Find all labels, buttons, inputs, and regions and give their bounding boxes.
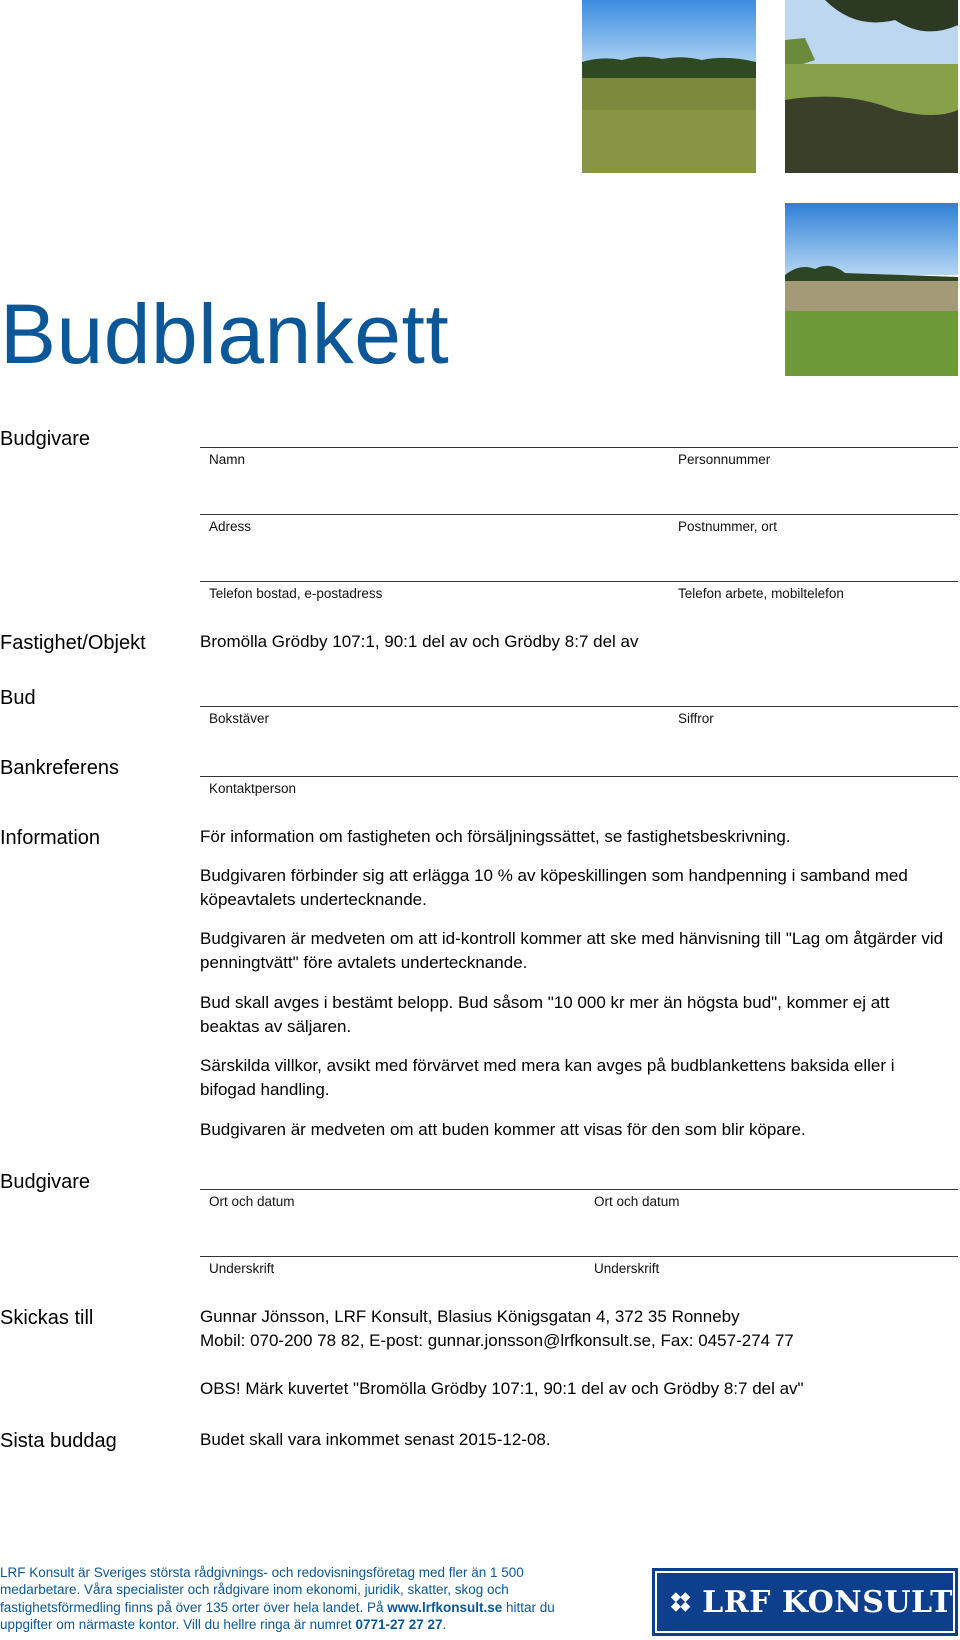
field-label-kontaktperson: Kontaktperson bbox=[209, 781, 297, 796]
send-to-contact: Mobil: 070-200 78 82, E-post: gunnar.jonsson@lrfkonsult.se, Fax: 0457-274 77 bbox=[200, 1331, 794, 1350]
field-label-underskrift-2: Underskrift bbox=[594, 1261, 660, 1276]
signature-field-2[interactable] bbox=[585, 1256, 958, 1283]
field-label-adress: Adress bbox=[209, 519, 252, 534]
address-field[interactable] bbox=[200, 514, 670, 541]
field-label-postnummer: Postnummer, ort bbox=[678, 519, 778, 534]
home-phone-email-field[interactable] bbox=[200, 581, 670, 608]
info-paragraph-6: Budgivaren är medveten om att buden kommer att visas för den som blir köpare. bbox=[200, 1120, 806, 1139]
field-label-telefon-bostad: Telefon bostad, e-postadress bbox=[209, 586, 383, 601]
field-photo-1 bbox=[582, 0, 756, 173]
place-date-field-2[interactable] bbox=[585, 1189, 958, 1216]
info-paragraph-1: För information om fastigheten och försäljningssättet, se fastighetsbeskrivning. bbox=[200, 827, 791, 846]
contact-person-field[interactable] bbox=[200, 776, 958, 803]
info-paragraph-2: Budgivaren förbinder sig att erlägga 10 % av köpeskillingen som handpenning i samband med köpeavtalets undertecknande. bbox=[200, 866, 908, 909]
footer-text: LRF Konsult är Sveriges största rådgivnings- och redovisningsföretag med fler än 1 500 medarbetare. Våra specialister och rådgivare inom ekonomi, juridik, skatter, skog och fastighetsförmedling finns på över 135 orter över hela landet. På www.lrfkonsult.se hittar du uppgifter om närmaste kontor. Vill du hellre ringa är numret 0771-27 27 27. bbox=[0, 1565, 555, 1632]
postal-field[interactable] bbox=[670, 514, 958, 541]
field-label-siffror: Siffror bbox=[678, 711, 714, 726]
personnummer-field[interactable] bbox=[670, 447, 958, 474]
place-date-field-1[interactable] bbox=[200, 1189, 585, 1216]
field-label-bokstaver: Bokstäver bbox=[209, 711, 270, 726]
work-mobile-phone-field[interactable] bbox=[670, 581, 958, 608]
field-photo-3 bbox=[785, 203, 958, 376]
envelope-note: OBS! Märk kuvertet "Bromölla Grödby 107:1, 90:1 del av och Grödby 8:7 del av" bbox=[200, 1379, 804, 1398]
section-label-skickas-till: Skickas till bbox=[0, 1307, 94, 1329]
section-label-information: Information bbox=[0, 827, 101, 849]
send-to-address: Gunnar Jönsson, LRF Konsult, Blasius Königsgatan 4, 372 35 Ronneby bbox=[200, 1307, 740, 1326]
section-label-signature: Budgivare bbox=[0, 1171, 91, 1193]
info-paragraph-5: Särskilda villkor, avsikt med förvärvet med mera kan avges på budblankettens baksida eller i bifogad handling. bbox=[200, 1056, 895, 1099]
field-label-personnummer: Personnummer bbox=[678, 452, 771, 467]
field-label-ort-datum-2: Ort och datum bbox=[594, 1194, 680, 1209]
lrf-konsult-logo bbox=[652, 1568, 958, 1636]
field-label-telefon-arbete: Telefon arbete, mobiltelefon bbox=[678, 586, 844, 601]
info-paragraph-3: Budgivaren är medveten om att id-kontroll kommer att ske med hänvisning till "Lag om åtgärder vid penningtvätt" före avtalets undertecknande. bbox=[200, 929, 944, 972]
signature-field-1[interactable] bbox=[200, 1256, 585, 1283]
section-label-bankreferens: Bankreferens bbox=[0, 757, 119, 779]
info-paragraph-4: Bud skall avges i bestämt belopp. Bud såsom "10 000 kr mer än högsta bud", kommer ej att beaktas av säljaren. bbox=[200, 993, 890, 1036]
field-label-namn: Namn bbox=[209, 452, 246, 467]
field-label-underskrift-1: Underskrift bbox=[209, 1261, 275, 1276]
field-photo-2 bbox=[785, 0, 958, 173]
section-label-budgivare: Budgivare bbox=[0, 428, 91, 450]
bid-letters-field[interactable] bbox=[200, 706, 670, 733]
website-link[interactable]: www.lrfkonsult.se bbox=[387, 1599, 503, 1615]
section-label-bud: Bud bbox=[0, 687, 36, 709]
field-label-ort-datum-1: Ort och datum bbox=[209, 1194, 295, 1209]
diamond-icon bbox=[667, 1579, 694, 1625]
name-field[interactable] bbox=[200, 447, 670, 474]
property-value: Bromölla Grödby 107:1, 90:1 del av och Grödby 8:7 del av bbox=[200, 632, 639, 651]
deadline-value: Budet skall vara inkommet senast 2015-12-08. bbox=[200, 1430, 551, 1449]
section-label-sista-buddag: Sista buddag bbox=[0, 1430, 117, 1452]
section-label-fastighet: Fastighet/Objekt bbox=[0, 632, 146, 654]
bid-digits-field[interactable] bbox=[670, 706, 958, 733]
phone-number: 0771-27 27 27 bbox=[355, 1616, 443, 1632]
page-title: Budblankett bbox=[0, 287, 450, 381]
logo-text: LRF KONSULT bbox=[702, 1584, 953, 1620]
